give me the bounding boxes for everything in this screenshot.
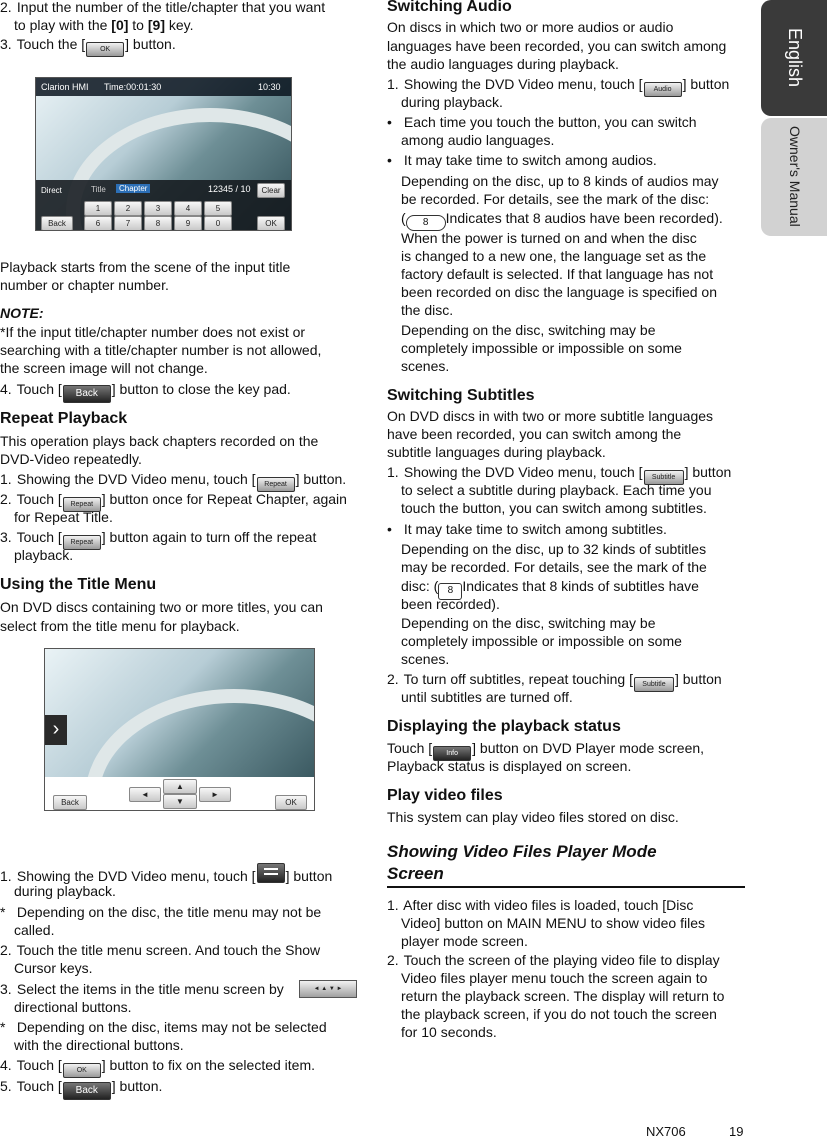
subtitle-intro-2: have been recorded, you can switch among the [387,426,682,442]
heading-repeat-playback: Repeat Playback [0,410,128,427]
key-7[interactable]: 7 [114,216,142,231]
audio-step-1-cont: during playback. [401,94,503,110]
right-arrow-button[interactable]: ► [199,787,231,802]
key-2[interactable]: 2 [114,201,142,216]
key-6[interactable]: 6 [84,216,112,231]
note-line-2: searching with a title/chapter number is not allowed, [0,342,322,358]
title-menu-intro-1: On DVD discs containing two or more titles, you can [0,599,323,615]
video-step-1: 1. After disc with video files is loaded, touch [Disc [387,897,694,913]
audio-intro-3: the audio languages during playback. [387,56,619,72]
heading-video-player-mode-1: Showing Video Files Player Mode [387,842,657,861]
audio-detail-3: ( 8 Indicates that 8 audios have been recorded). [401,209,723,231]
video-step-1-cont-2: player mode screen. [401,933,528,949]
step-2-line-1: 2. Input the number of the title/chapter that you want [0,0,326,15]
subtitle-step-1-cont-1: to select a subtitle during playback. Each time you [401,482,712,498]
subtitle-intro-3: subtitle languages during playback. [387,444,606,460]
heading-underline [387,886,745,888]
subtitle-step-1: 1. Showing the DVD Video menu, touch [ Subtitle ] button [387,463,731,485]
back-button-icon: Back [63,1082,111,1100]
subtitle-button-icon: Subtitle [634,677,674,692]
title-aside-1-cont: called. [14,922,55,938]
subtitle-step-2-cont: until subtitles are turned off. [401,689,573,705]
number-field: 12345 / 10 [208,184,251,194]
audio-detail-4: When the power is turned on and when the disc [401,230,697,246]
status-line-1: Touch [ Info ] button on DVD Player mode screen, [387,739,704,761]
repeat-intro-2: DVD-Video repeatedly. [0,451,142,467]
audio-detail-7: been recorded on disc the language is specified on [401,284,717,300]
side-arrow-tab[interactable]: › [45,715,67,745]
status-bar [36,78,291,96]
heading-video-player-mode-2: Screen [387,864,444,883]
back-button[interactable]: Back [41,216,73,231]
repeat-step-2: 2. Touch [ Repeat ] button once for Repeat Chapter, again [0,490,347,512]
key-8[interactable]: 8 [144,216,172,231]
back-button-icon: Back [63,385,111,403]
subtitle-step-1-cont-2: touch the button, you can switch among subtitles. [401,500,707,516]
english-tab-label: English [785,28,805,88]
heading-switching-subtitles: Switching Subtitles [387,387,535,404]
elapsed-time: Time:00:01:30 [104,82,162,92]
audio-detail-1: Depending on the disc, up to 8 kinds of audios may [401,173,719,189]
repeat-step-2-cont: for Repeat Title. [14,509,113,525]
key-9[interactable]: 9 [174,216,202,231]
owners-manual-tab-label: Owner's Manual [787,126,803,227]
video-step-2-cont-4: for 10 seconds. [401,1024,497,1040]
step-4-line: 4. Touch [ Back ] button to close the key pad. [0,380,291,403]
audio-intro-1: On discs in which two or more audios or audio [387,19,674,35]
menu-button-icon [257,863,285,883]
title-aside-2-cont: with the directional buttons. [14,1037,184,1053]
playback-starts-line-2: number or chapter number. [0,277,169,293]
directional-buttons-icon: ◄ ▲ ▼ ► [299,980,357,998]
audio-intro-2: languages have been recorded, you can switch among [387,38,727,54]
video-intro: This system can play video files stored on disc. [387,809,679,825]
subtitle-detail-5: Depending on the disc, switching may be [401,615,656,631]
up-arrow-button[interactable]: ▲ [163,779,197,794]
app-title: Clarion HMI [41,82,89,92]
english-tab [761,0,827,116]
audio-detail-5: is changed to a new one, the language set as the [401,248,707,264]
heading-title-menu: Using the Title Menu [0,576,157,593]
audio-detail-6: factory default is selected. If that language has not [401,266,714,282]
ok-button[interactable]: OK [257,216,285,231]
audio-bullet-1: • Each time you touch the button, you can switch [387,114,697,130]
title-step-4: 4. Touch [ OK ] button to fix on the selected item. [0,1056,315,1078]
playback-starts-line-1: Playback starts from the scene of the input title [0,259,291,275]
subtitle-step-2: 2. To turn off subtitles, repeat touching [ Subtitle ] button [387,670,722,692]
clock: 10:30 [258,82,281,92]
repeat-step-3: 3. Touch [ Repeat ] button again to turn off the repeat [0,528,316,550]
info-button-icon: Info [433,746,471,761]
subtitle-detail-2: may be recorded. For details, see the mark of the [401,559,707,575]
title-step-2-cont: Cursor keys. [14,960,93,976]
direct-label: Direct [41,186,62,195]
footer-page-number: 19 [729,1124,744,1139]
audio-detail-11: scenes. [401,358,450,374]
title-step-5: 5. Touch [ Back ] button. [0,1077,162,1100]
step-3-line: 3. Touch the [ OK ] button. [0,35,176,57]
audio-step-1: 1. Showing the DVD Video menu, touch [ Audio ] button [387,75,729,97]
heading-play-video-files: Play video files [387,787,503,804]
step-2-line-2: to play with the [0] to [9] key. [14,17,194,33]
audio-disc-mark-icon: 8 [406,215,446,231]
owners-manual-tab [761,118,827,236]
audio-detail-8: the disc. [401,302,454,318]
title-menu-intro-2: select from the title menu for playback. [0,618,240,634]
repeat-button-icon: Repeat [63,535,101,550]
cursor-keys-screenshot [44,648,315,811]
audio-detail-2: be recorded. For details, see the mark of the disc: [401,191,710,207]
subtitle-bullet: • It may take time to switch among subtitles. [387,521,667,537]
video-step-1-cont-1: Video] button on MAIN MENU to show video files [401,915,706,931]
note-label: NOTE: [0,305,44,321]
note-line-3: the screen image will not change. [0,360,208,376]
video-step-2: 2. Touch the screen of the playing video file to display [387,952,720,968]
key-1[interactable]: 1 [84,201,112,216]
repeat-button-icon: Repeat [257,477,295,492]
video-step-2-cont-2: return the playback screen. The display will return to [401,988,725,1004]
title-aside-1: * Depending on the disc, the title menu may not be [0,904,322,920]
key-4[interactable]: 4 [174,201,202,216]
title-step-1: 1. Showing the DVD Video menu, touch [ ] button [0,863,332,886]
heading-switching-audio: Switching Audio [387,0,512,15]
repeat-step-3-cont: playback. [14,547,74,563]
heading-playback-status: Displaying the playback status [387,718,621,735]
video-step-2-cont-1: Video files player menu touch the screen again to [401,970,708,986]
tab-title[interactable]: Title [91,185,106,194]
title-step-2: 2. Touch the title menu screen. And touch the Show [0,942,321,958]
key-3[interactable]: 3 [144,201,172,216]
audio-button-icon: Audio [644,82,682,97]
ok-button[interactable]: OK [275,795,307,810]
clear-button[interactable]: Clear [257,183,285,198]
subtitle-intro-1: On DVD discs in with two or more subtitle languages [387,408,714,424]
subtitle-detail-7: scenes. [401,651,450,667]
subtitle-disc-mark-icon: 8 [438,583,462,600]
subtitle-detail-4: been recorded). [401,596,500,612]
keypad-screenshot [35,77,292,231]
repeat-intro-1: This operation plays back chapters recorded on the [0,433,319,449]
note-line-1: *If the input title/chapter number does not exist or [0,324,306,340]
ok-button-icon: OK [63,1063,101,1078]
footer-model: NX706 [646,1124,686,1139]
subtitle-detail-1: Depending on the disc, up to 32 kinds of subtitles [401,541,707,557]
audio-detail-9: Depending on the disc, switching may be [401,322,656,338]
title-aside-2: * Depending on the disc, items may not be selected [0,1019,327,1035]
subtitle-detail-6: completely impossible or impossible on some [401,633,682,649]
title-step-1-cont: during playback. [14,883,116,899]
title-step-3: 3. Select the items in the title menu screen by [0,981,284,997]
title-step-3-cont: directional buttons. [14,999,132,1015]
back-button[interactable]: Back [53,795,87,810]
audio-bullet-1-cont: among audio languages. [401,132,555,148]
repeat-button-icon: Repeat [63,497,101,512]
subtitle-detail-3: disc: ( 8 Indicates that 8 kinds of subtitles have [401,577,699,600]
subtitle-button-icon: Subtitle [644,470,684,485]
repeat-step-1: 1. Showing the DVD Video menu, touch [ Repeat ] button. [0,470,346,492]
status-line-2: Playback status is displayed on screen. [387,758,632,774]
left-arrow-button[interactable]: ◄ [129,787,161,802]
ok-button-icon: OK [86,42,124,57]
down-arrow-button[interactable]: ▼ [163,794,197,809]
key-5[interactable]: 5 [204,201,232,216]
video-step-2-cont-3: the playback screen, if you do not touch the screen [401,1006,717,1022]
key-0[interactable]: 0 [204,216,232,231]
audio-bullet-2: • It may take time to switch among audios. [387,152,657,168]
audio-detail-10: completely impossible or impossible on some [401,340,682,356]
tab-chapter[interactable]: Chapter [116,184,150,193]
